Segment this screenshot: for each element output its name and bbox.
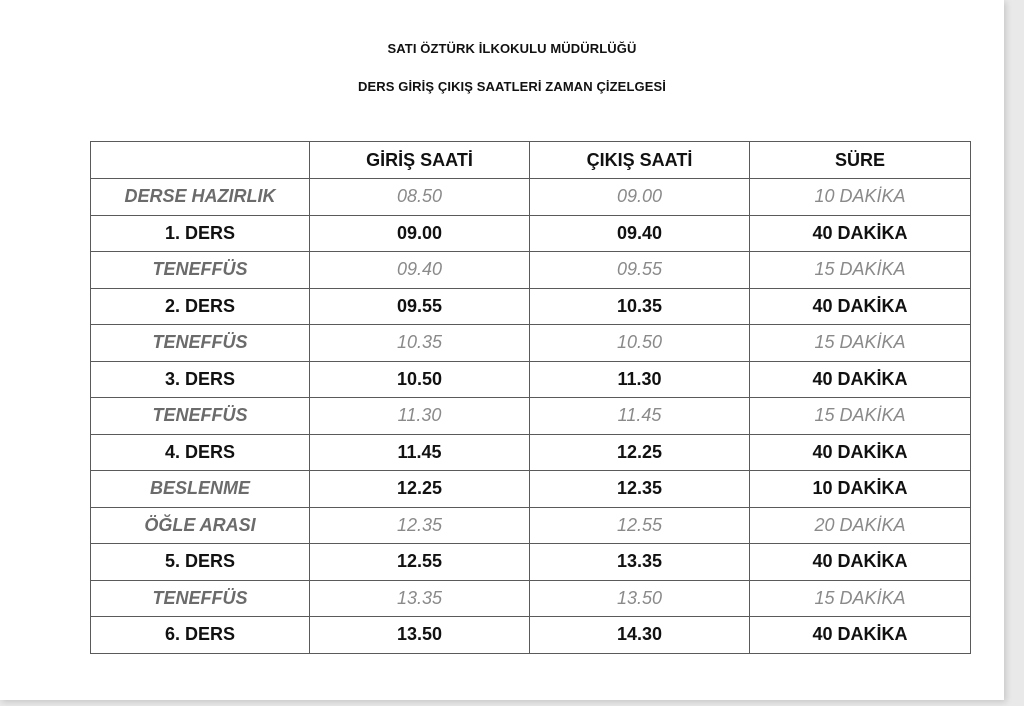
schedule-subtitle: DERS GİRİŞ ÇIKIŞ SAATLERİ ZAMAN ÇİZELGESİ [358,79,666,94]
table-row [91,398,971,435]
period-label-cell: BESLENME [91,471,310,508]
duration-cell: 10 DAKİKA [750,179,971,216]
start-time-cell: 09.40 [310,252,530,289]
start-time-cell: 11.45 [310,434,530,471]
schedule-body [91,179,971,654]
duration-cell: 15 DAKİKA [750,580,971,617]
table-row [91,361,971,398]
start-time-cell: 12.25 [310,471,530,508]
header-row [91,142,971,179]
schedule-table [90,141,971,654]
start-time-cell: 08.50 [310,179,530,216]
start-time-cell: 09.00 [310,215,530,252]
table-row [91,252,971,289]
period-label-cell: TENEFFÜS [91,252,310,289]
table-row [91,215,971,252]
period-label-cell: TENEFFÜS [91,325,310,362]
header-cell-end: ÇIKIŞ SAATİ [530,142,750,179]
period-label-cell: 2. DERS [91,288,310,325]
end-time-cell: 14.30 [530,617,750,654]
start-time-cell: 10.50 [310,361,530,398]
period-label-cell: ÖĞLE ARASI [91,507,310,544]
start-time-cell: 09.55 [310,288,530,325]
duration-cell: 40 DAKİKA [750,544,971,581]
start-time-cell: 12.55 [310,544,530,581]
start-time-cell: 13.35 [310,580,530,617]
table-row [91,179,971,216]
start-time-cell: 10.35 [310,325,530,362]
table-row [91,507,971,544]
end-time-cell: 09.55 [530,252,750,289]
period-label-cell: TENEFFÜS [91,398,310,435]
table-row [91,471,971,508]
duration-cell: 40 DAKİKA [750,288,971,325]
duration-cell: 40 DAKİKA [750,617,971,654]
end-time-cell: 12.55 [530,507,750,544]
period-label-cell: 5. DERS [91,544,310,581]
header-cell-empty [91,142,310,179]
period-label-cell: DERSE HAZIRLIK [91,179,310,216]
end-time-cell: 10.50 [530,325,750,362]
table-row [91,325,971,362]
end-time-cell: 09.00 [530,179,750,216]
header-cell-start: GİRİŞ SAATİ [310,142,530,179]
duration-cell: 15 DAKİKA [750,252,971,289]
end-time-cell: 12.35 [530,471,750,508]
end-time-cell: 12.25 [530,434,750,471]
period-label-cell: TENEFFÜS [91,580,310,617]
duration-cell: 40 DAKİKA [750,215,971,252]
table-row [91,617,971,654]
table-row [91,288,971,325]
period-label-cell: 6. DERS [91,617,310,654]
header-cell-duration: SÜRE [750,142,971,179]
duration-cell: 40 DAKİKA [750,434,971,471]
end-time-cell: 09.40 [530,215,750,252]
duration-cell: 15 DAKİKA [750,398,971,435]
period-label-cell: 4. DERS [91,434,310,471]
duration-cell: 10 DAKİKA [750,471,971,508]
end-time-cell: 11.45 [530,398,750,435]
start-time-cell: 13.50 [310,617,530,654]
table-row [91,544,971,581]
end-time-cell: 10.35 [530,288,750,325]
start-time-cell: 12.35 [310,507,530,544]
period-label-cell: 1. DERS [91,215,310,252]
start-time-cell: 11.30 [310,398,530,435]
end-time-cell: 11.30 [530,361,750,398]
duration-cell: 20 DAKİKA [750,507,971,544]
duration-cell: 40 DAKİKA [750,361,971,398]
end-time-cell: 13.50 [530,580,750,617]
school-title: SATI ÖZTÜRK İLKOKULU MÜDÜRLÜĞÜ [387,41,637,56]
end-time-cell: 13.35 [530,544,750,581]
period-label-cell: 3. DERS [91,361,310,398]
duration-cell: 15 DAKİKA [750,325,971,362]
table-row [91,434,971,471]
table-row [91,580,971,617]
